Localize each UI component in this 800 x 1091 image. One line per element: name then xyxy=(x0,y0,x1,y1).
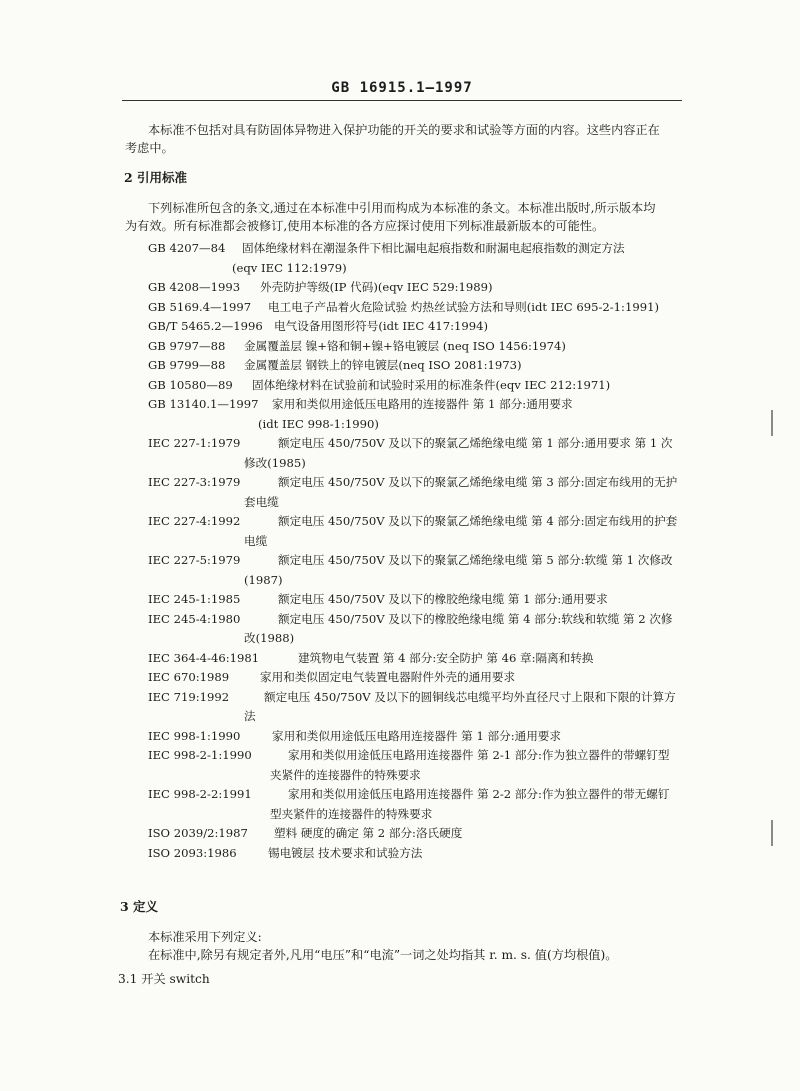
section-3-para-1: 本标准采用下列定义: xyxy=(148,930,262,944)
reference-code: IEC 670:1989 xyxy=(148,670,230,684)
reference-code: IEC 227-3:1979 xyxy=(148,475,241,489)
subsection-3-1: 3.1 开关 switch xyxy=(118,972,210,986)
reference-item xyxy=(148,282,493,294)
reference-code: IEC 227-5:1979 xyxy=(148,553,241,567)
reference-code: IEC 719:1992 xyxy=(148,689,230,704)
reference-title: 家用和类似用途低压电路用连接器件 第 1 部分:通用要求 xyxy=(272,728,561,743)
reference-item xyxy=(148,650,594,665)
reference-code: GB 5169.4—1997 xyxy=(148,299,252,314)
reference-item xyxy=(148,516,677,528)
section-3-heading: 3 定义 xyxy=(120,899,159,914)
reference-continuation: (1987) xyxy=(244,572,283,587)
reference-code: GB 9799—88 xyxy=(148,358,226,372)
reference-item xyxy=(148,789,669,801)
intro-line-2: 考虑中。 xyxy=(125,141,174,155)
reference-code: GB/T 5465.2—1996 xyxy=(148,319,263,333)
reference-title: 额定电压 450/750V 及以下的聚氯乙烯绝缘电缆 第 3 部分:固定布线用的无护 xyxy=(278,475,678,489)
reference-continuation: 法 xyxy=(244,709,256,723)
reference-code: IEC 998-2-2:1991 xyxy=(148,787,252,801)
reference-item xyxy=(148,828,462,840)
reference-continuation: 电缆 xyxy=(244,533,268,548)
reference-item xyxy=(148,845,423,860)
reference-title: 家用和类似用途低压电路用连接器件 第 2-1 部分:作为独立器件的带螺钉型 xyxy=(288,748,670,762)
reference-item xyxy=(148,555,673,567)
intro-line-1: 本标准不包括对具有防固体异物进入保护功能的开关的要求和试验等方面的内容。这些内容正在 xyxy=(148,123,660,137)
reference-item xyxy=(148,399,573,411)
reference-title: 额定电压 450/750V 及以下的橡胶绝缘电缆 第 1 部分:通用要求 xyxy=(278,592,608,606)
reference-item xyxy=(148,728,561,743)
reference-code: GB 4208—1993 xyxy=(148,280,241,294)
page-header: GB 16915.1—1997 xyxy=(331,80,473,96)
reference-code: IEC 227-1:1979 xyxy=(148,436,241,450)
scan-edge-mark xyxy=(771,410,773,436)
reference-continuation: 夹紧件的连接器件的特殊要求 xyxy=(270,767,421,782)
reference-continuation: 套电缆 xyxy=(244,494,279,509)
reference-continuation: (idt IEC 998-1:1990) xyxy=(258,416,379,431)
reference-code: ISO 2093:1986 xyxy=(148,845,237,860)
reference-code: IEC 227-4:1992 xyxy=(148,514,241,528)
reference-title: 固体绝缘材料在潮湿条件下相比漏电起痕指数和耐漏电起痕指数的测定方法 xyxy=(242,241,625,255)
reference-item xyxy=(148,594,608,606)
reference-title: 金属覆盖层 钢铁上的锌电镀层(neq ISO 2081:1973) xyxy=(244,358,522,372)
reference-item xyxy=(148,477,677,489)
reference-title: 金属覆盖层 镍+铬和铜+镍+铬电镀层 (neq ISO 1456:1974) xyxy=(244,338,566,353)
reference-title: 额定电压 450/750V 及以下的聚氯乙烯绝缘电缆 第 4 部分:固定布线用的护套 xyxy=(278,514,678,528)
reference-code: IEC 245-4:1980 xyxy=(148,611,241,626)
reference-item xyxy=(148,243,625,255)
reference-title: 额定电压 450/750V 及以下的圆铜线芯电缆平均外直径尺寸上限和下限的计算方 xyxy=(264,689,676,704)
reference-code: GB 13140.1—1997 xyxy=(148,397,259,411)
reference-title: 建筑物电气装置 第 4 部分:安全防护 第 46 章:隔离和转换 xyxy=(298,650,594,665)
reference-code: IEC 998-1:1990 xyxy=(148,728,241,743)
section-2-heading: 2 引用标准 xyxy=(124,170,188,185)
reference-code: GB 10580—89 xyxy=(148,377,233,392)
reference-item xyxy=(148,750,669,762)
reference-title: 额定电压 450/750V 及以下的橡胶绝缘电缆 第 4 部分:软线和软缆 第 2 次修 xyxy=(278,611,673,626)
reference-title: 固体绝缘材料在试验前和试验时采用的标准条件(eqv IEC 212:1971) xyxy=(252,377,611,392)
reference-code: IEC 364-4-46:1981 xyxy=(148,650,260,665)
reference-title: 电工电子产品着火危险试验 灼热丝试验方法和导则(idt IEC 695-2-1:1991) xyxy=(268,299,659,314)
reference-continuation: 修改(1985) xyxy=(244,455,306,470)
reference-code: GB 9797—88 xyxy=(148,338,226,353)
reference-continuation: 改(1988) xyxy=(244,631,295,645)
reference-title: 锡电镀层 技术要求和试验方法 xyxy=(268,845,423,860)
reference-code: ISO 2039/2:1987 xyxy=(148,826,248,840)
reference-item xyxy=(148,438,673,450)
reference-item xyxy=(148,360,522,372)
reference-title: 家用和类似用途低压电路用的连接器件 第 1 部分:通用要求 xyxy=(272,397,573,411)
reference-title: 额定电压 450/750V 及以下的聚氯乙烯绝缘电缆 第 5 部分:软缆 第 1 次修改 xyxy=(278,553,673,567)
reference-item xyxy=(148,299,659,314)
reference-continuation: (eqv IEC 112:1979) xyxy=(232,260,347,275)
header-rule xyxy=(122,100,682,101)
reference-title: 电气设备用图形符号(idt IEC 417:1994) xyxy=(274,319,489,333)
reference-code: IEC 245-1:1985 xyxy=(148,592,241,606)
reference-item xyxy=(148,672,515,684)
reference-title: 塑料 硬度的确定 第 2 部分:洛氏硬度 xyxy=(274,826,463,840)
reference-title: 外壳防护等级(IP 代码)(eqv IEC 529:1989) xyxy=(260,280,493,294)
section-2-para-line-1: 下列标准所包含的条文,通过在本标准中引用而构成为本标准的条文。本标准出版时,所示版本均 xyxy=(148,201,656,215)
reference-code: GB 4207—84 xyxy=(148,241,226,255)
reference-title: 额定电压 450/750V 及以下的聚氯乙烯绝缘电缆 第 1 部分:通用要求 第 1 次 xyxy=(278,436,673,450)
reference-title: 家用和类似用途低压电路用连接器件 第 2-2 部分:作为独立器件的带无螺钉 xyxy=(288,787,670,801)
reference-item xyxy=(148,377,611,392)
reference-code: IEC 998-2-1:1990 xyxy=(148,748,252,762)
reference-item xyxy=(148,338,566,353)
reference-continuation: 型夹紧件的连接器件的特殊要求 xyxy=(270,806,433,821)
reference-item xyxy=(148,321,488,333)
reference-title: 家用和类似固定电气装置电器附件外壳的通用要求 xyxy=(260,670,516,684)
reference-item xyxy=(148,611,673,626)
section-2-para-line-2: 为有效。所有标准都会被修订,使用本标准的各方应探讨使用下列标准最新版本的可能性。 xyxy=(125,219,605,233)
scan-edge-mark xyxy=(771,820,773,846)
section-3-para-2: 在标准中,除另有规定者外,凡用“电压”和“电流”一词之处均指其 r. m. s. 值(方均根值)。 xyxy=(148,948,618,962)
reference-item xyxy=(148,689,676,704)
